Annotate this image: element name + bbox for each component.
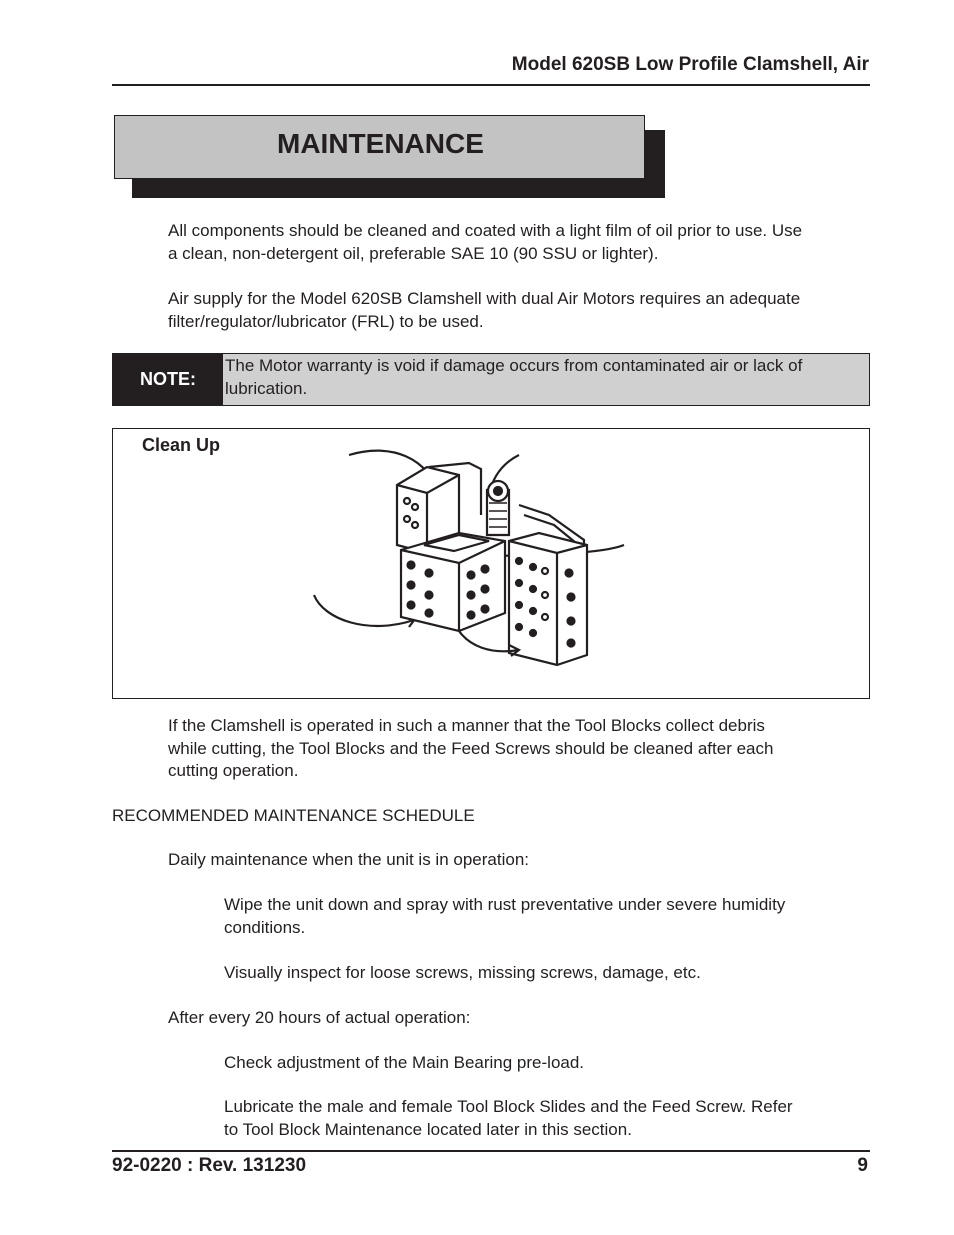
daily-item1-line2: conditions. [224, 917, 306, 937]
cleanup-line1: If the Clamshell is operated in such a manner that the Tool Blocks collect debris [168, 716, 765, 735]
hours-item2-line2: to Tool Block Maintenance located later in this section. [224, 1119, 632, 1139]
document-header-title: Model 620SB Low Profile Clamshell, Air [511, 54, 869, 75]
header-divider [112, 84, 870, 86]
clamshell-tool-block-illustration [309, 445, 639, 685]
schedule-heading: RECOMMENDED MAINTENANCE SCHEDULE [112, 806, 475, 825]
figure-label: Clean Up [142, 435, 221, 455]
page-number: 9 [857, 1155, 868, 1176]
note-text: The Motor warranty is void if damage occurs from contaminated air or lack of lubrication. [223, 354, 869, 405]
hours-intro: After every 20 hours of actual operation: [168, 1008, 471, 1027]
cleanup-line2: while cutting, the Tool Blocks and the Feed Screws should be cleaned after each [168, 738, 774, 758]
intro-paragraph-1 [168, 220, 802, 265]
intro-p2-line2: filter/regulator/lubricator (FRL) to be used. [168, 311, 484, 331]
note-label: NOTE: [113, 354, 223, 405]
hours-item2-line1: Lubricate the male and female Tool Block Slides and the Feed Screw. Refer [224, 1097, 793, 1116]
daily-item1-line1: Wipe the unit down and spray with rust preventative under severe humidity [224, 895, 786, 914]
cleanup-line3: cutting operation. [168, 761, 299, 780]
document-number: 92-0220 : Rev. 131230 [112, 1155, 307, 1176]
hours-item-1: Check adjustment of the Main Bearing pre-load. [224, 1053, 585, 1072]
intro-p1-line1: All components should be cleaned and coated with a light film of oil prior to use. Use [168, 221, 803, 240]
footer-divider [112, 1150, 870, 1152]
daily-item-2: Visually inspect for loose screws, missing screws, damage, etc. [224, 963, 701, 982]
daily-item-1 [224, 894, 785, 939]
hours-item-2 [224, 1096, 793, 1141]
intro-p1-line2: a clean, non-detergent oil, preferable SAE 10 (90 SSU or lighter). [168, 243, 659, 263]
warranty-note [112, 353, 870, 406]
daily-intro: Daily maintenance when the unit is in operation: [168, 850, 529, 869]
section-title: MAINTENANCE [277, 128, 484, 159]
intro-p2-line1: Air supply for the Model 620SB Clamshell with dual Air Motors requires an adequate [168, 289, 801, 308]
intro-paragraph-2 [168, 288, 800, 333]
section-banner [114, 115, 645, 179]
cleanup-figure-box [112, 428, 870, 699]
cleanup-paragraph [168, 715, 773, 783]
